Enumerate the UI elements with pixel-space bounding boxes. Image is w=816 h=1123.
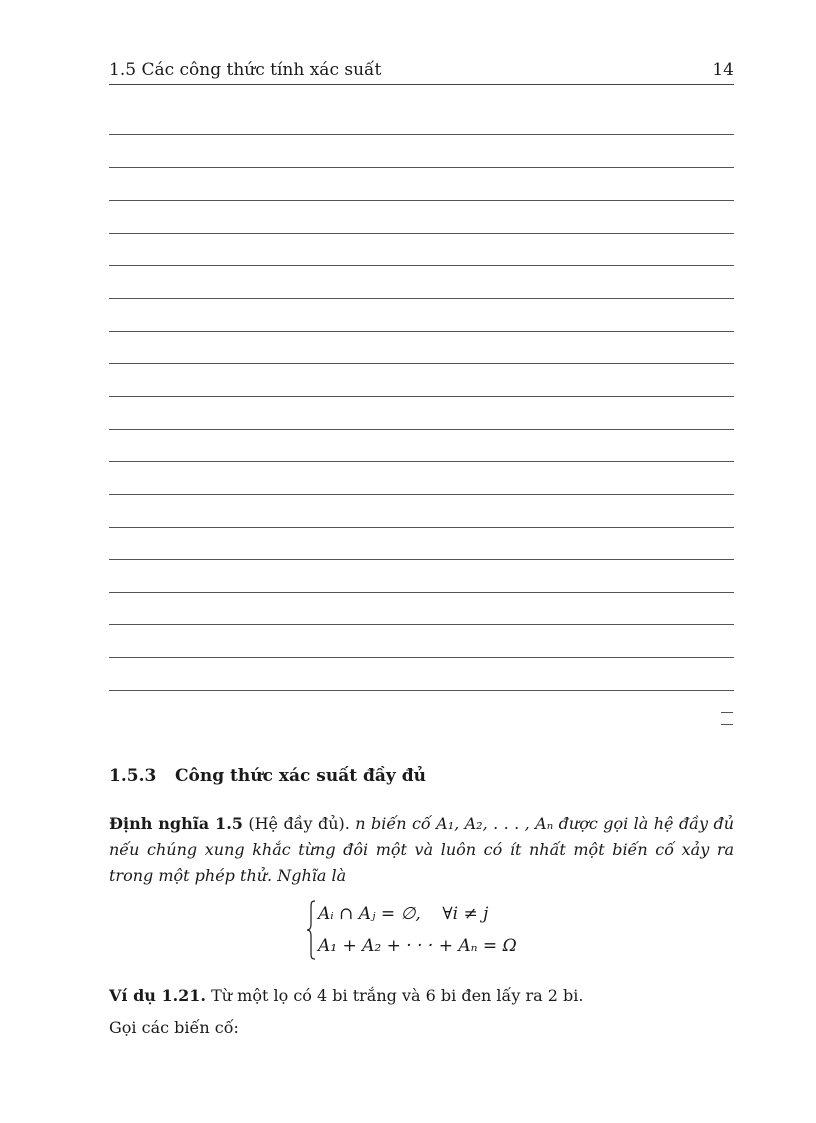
equation-line-2: A₁ + A₂ + · · · + Aₙ = Ω	[318, 936, 517, 956]
section-number: 1.5.3	[109, 766, 157, 786]
equation-system	[306, 900, 606, 966]
end-mark-line	[721, 712, 733, 713]
events-intro: Gọi các biến cố:	[109, 1018, 239, 1037]
writing-line	[109, 461, 734, 462]
example-text: Từ một lọ có 4 bi trắng và 6 bi đen lấy ra 2 bi.	[211, 986, 584, 1005]
end-mark-line	[721, 724, 733, 725]
definition-body: n biến cố A₁, A₂, . . . , Aₙ được gọi là hệ đầy đủ nếu chúng xung khắc từng đôi một và luôn có ít nhất một biến cố xảy ra trong một phép thử. Nghĩa là	[109, 814, 735, 885]
header-title: 1.5 Các công thức tính xác suất	[109, 60, 382, 80]
page-number: 14	[712, 60, 734, 80]
writing-line	[109, 265, 734, 266]
writing-line	[109, 429, 734, 430]
definition-block	[109, 811, 734, 889]
writing-line	[109, 624, 734, 625]
writing-line	[109, 167, 734, 168]
equation-line-1: Aᵢ ∩ Aⱼ = ∅, ∀i ≠ j	[318, 904, 489, 924]
writing-line	[109, 690, 734, 691]
writing-line	[109, 134, 734, 135]
writing-line	[109, 331, 734, 332]
writing-line	[109, 233, 734, 234]
writing-line	[109, 657, 734, 658]
writing-line	[109, 494, 734, 495]
writing-line	[109, 559, 734, 560]
writing-line	[109, 363, 734, 364]
writing-line	[109, 396, 734, 397]
running-header	[109, 58, 734, 85]
definition-name: (Hệ đầy đủ).	[248, 814, 350, 833]
writing-line	[109, 527, 734, 528]
definition-label: Định nghĩa 1.5	[109, 814, 243, 833]
writing-line	[109, 298, 734, 299]
section-heading	[109, 764, 426, 788]
writing-line	[109, 200, 734, 201]
left-brace-icon	[306, 900, 316, 960]
section-title-text: Công thức xác suất đầy đủ	[175, 766, 426, 786]
writing-line	[109, 592, 734, 593]
example-block	[109, 984, 734, 1008]
example-label: Ví dụ 1.21.	[109, 986, 206, 1005]
